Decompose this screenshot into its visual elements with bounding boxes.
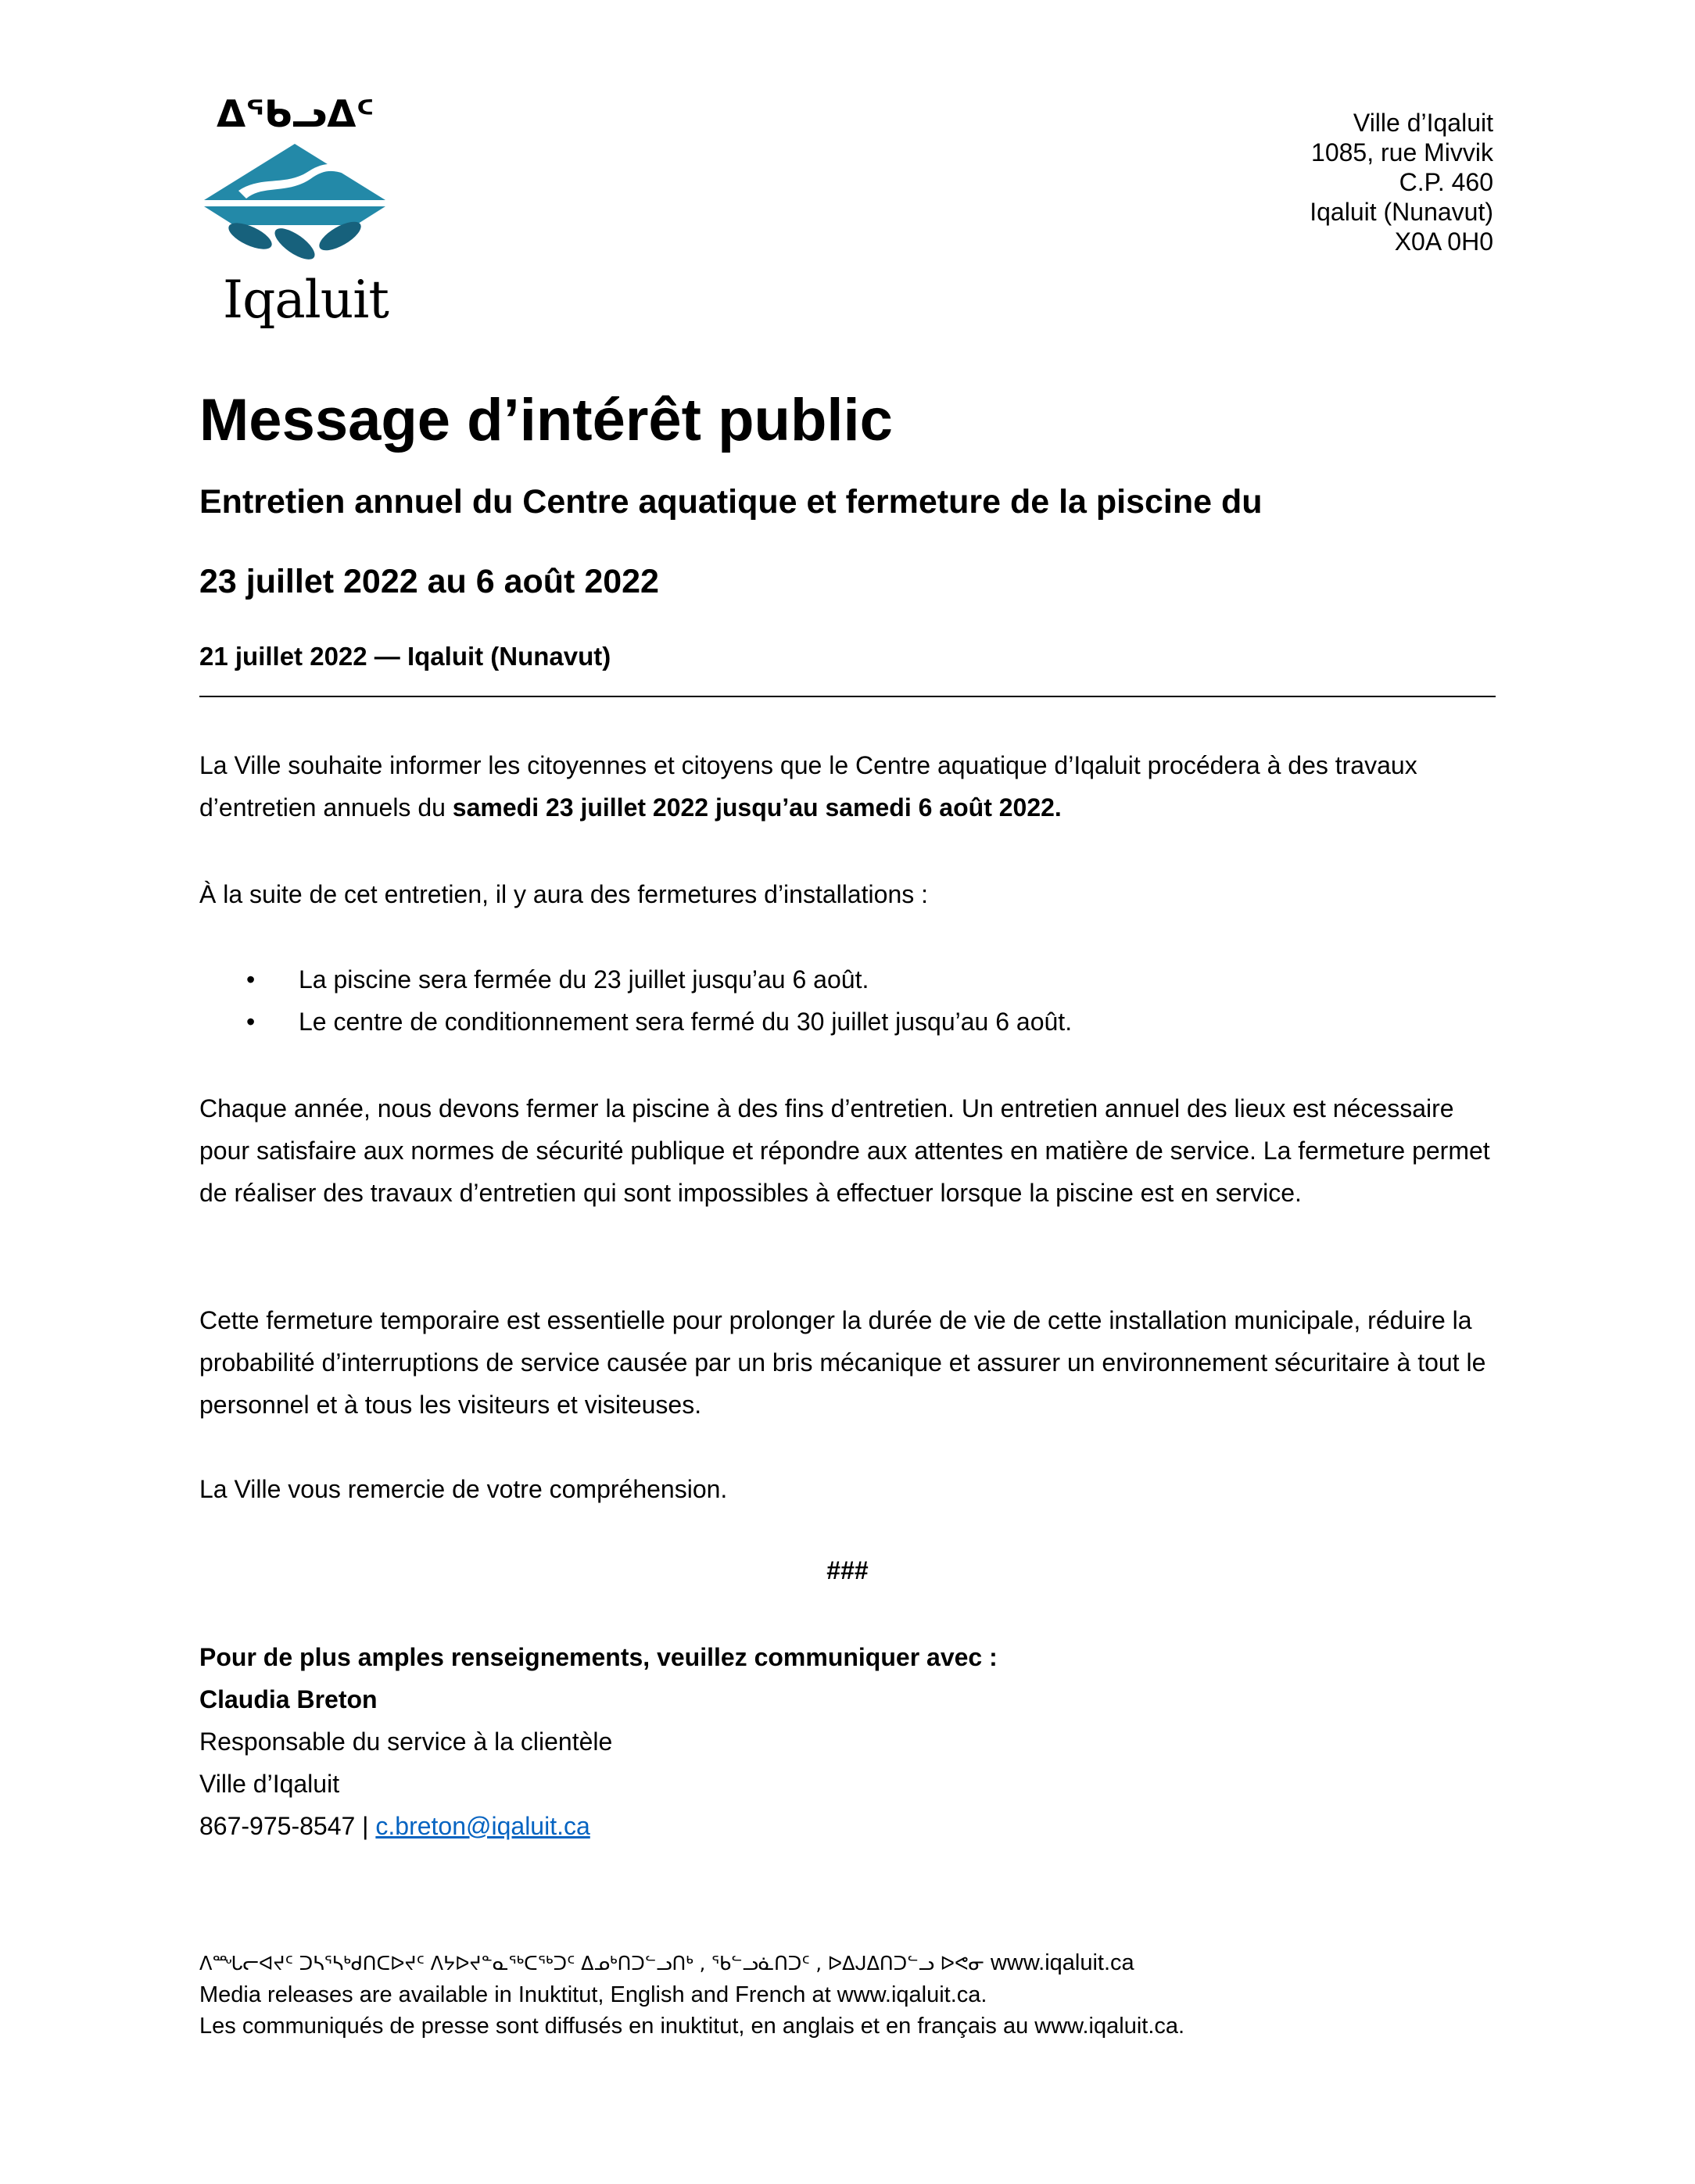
contact-phone: 867-975-8547 [199, 1812, 356, 1840]
section-separator: ### [826, 1556, 869, 1584]
contact-details [199, 1805, 998, 1847]
footer [199, 1947, 1184, 2042]
paragraph-reason: Chaque année, nous devons fermer la piscine à des fins d’entretien. Un entretien annuel des lieux est nécessaire pour satisfaire aux normes de sécurité publique et répondre aux attentes en matière de service. La fermeture permet de réaliser des travaux d’entretien qui sont impossibles à effectuer lorsque la piscine est en service. [199, 1094, 1490, 1207]
list-item-text: La piscine sera fermée du 23 juillet jusqu’au 6 août. [299, 965, 869, 994]
footer-inuktitut-line [199, 1947, 1184, 1979]
paragraph-thanks: La Ville vous remercie de votre compréhension. [199, 1475, 728, 1503]
logo-emblem-icon [199, 144, 391, 269]
contact-divider: | [362, 1812, 369, 1840]
address-line: C.P. 460 [1399, 168, 1493, 196]
contact-name: Claudia Breton [199, 1685, 378, 1713]
contact-org: Ville d’Iqaluit [199, 1770, 340, 1798]
footer-english: Media releases are available in Inuktitut, English and French at www.iqaluit.ca. [199, 1982, 987, 2007]
fish-icon [271, 223, 320, 265]
address-line: X0A 0H0 [1394, 227, 1493, 256]
contact-email-link[interactable]: c.breton@iqaluit.ca [375, 1812, 590, 1840]
list-item-text: Le centre de conditionnement sera fermé du 30 juillet jusqu’au 6 août. [299, 1008, 1073, 1036]
footer-inuktitut-url: www.iqaluit.ca [990, 1950, 1134, 1975]
list-item [199, 958, 1505, 1001]
address-line: Ville d’Iqaluit [1353, 109, 1493, 137]
horizontal-divider [199, 696, 1496, 697]
intro-dates: samedi 23 juillet 2022 jusqu’au samedi 6 août 2022. [452, 793, 1062, 822]
iqaluit-logo [199, 92, 391, 338]
contact-role: Responsable du service à la clientèle [199, 1728, 613, 1756]
paragraph-importance: Cette fermeture temporaire est essentielle pour prolonger la durée de vie de cette installation municipale, réduire la probabilité d’interruptions de service causée par un bris mécanique et assurer un environnement sécuritaire à tout le personnel et à tous les visiteurs et visiteuses. [199, 1306, 1486, 1419]
bullet-icon: • [246, 1008, 256, 1036]
dateline: 21 juillet 2022 — Iqaluit (Nunavut) [199, 642, 611, 671]
footer-french: Les communiqués de presse sont diffusés en inuktitut, en anglais et en français au www.iqaluit.ca. [199, 2014, 1185, 2039]
logo-syllabics: ᐃᖃᓗᐃᑦ [217, 92, 374, 136]
contact-heading: Pour de plus amples renseignements, veuillez communiquer avec : [199, 1643, 998, 1671]
paragraph-intro [199, 744, 1505, 829]
list-item [199, 1001, 1505, 1043]
footer-inuktitut: ᐱᙵᓕᐊᔪᑦ ᑐᓴᕐᓴᒃᑯᑎᑕᐅᔪᑦ ᐱᔭᐅᔪᓐᓇᖅᑕᖅᑐᑦ ᐃᓄᒃᑎᑐᓪᓗᑎᒃ , ᖃᓪᓗᓈᑎᑐᑦ , ᐅᐃᒍᐃᑎᑐᓪᓗ ᐅᕙᓂ [199, 1953, 984, 1975]
page-title: Message d’intérêt public [199, 387, 893, 453]
address-block [1310, 108, 1493, 256]
subtitle-line-2: 23 juillet 2022 au 6 août 2022 [199, 563, 659, 600]
address-line: 1085, rue Mivvik [1311, 138, 1493, 166]
subtitle-line-1: Entretien annuel du Centre aquatique et fermeture de la piscine du [199, 483, 1263, 521]
paragraph-closures: À la suite de cet entretien, il y aura des fermetures d’installations : [199, 880, 929, 908]
address-line: Iqaluit (Nunavut) [1310, 198, 1493, 226]
contact-block [199, 1636, 998, 1847]
logo-wordmark: Iqaluit [223, 270, 389, 330]
bullet-icon: • [246, 965, 256, 994]
closure-list [199, 958, 1505, 1043]
intro-text: La Ville souhaite informer les citoyennes et citoyens que le Centre aquatique d’Iqaluit procédera à des travaux d’entretien annuels du [199, 751, 1417, 822]
